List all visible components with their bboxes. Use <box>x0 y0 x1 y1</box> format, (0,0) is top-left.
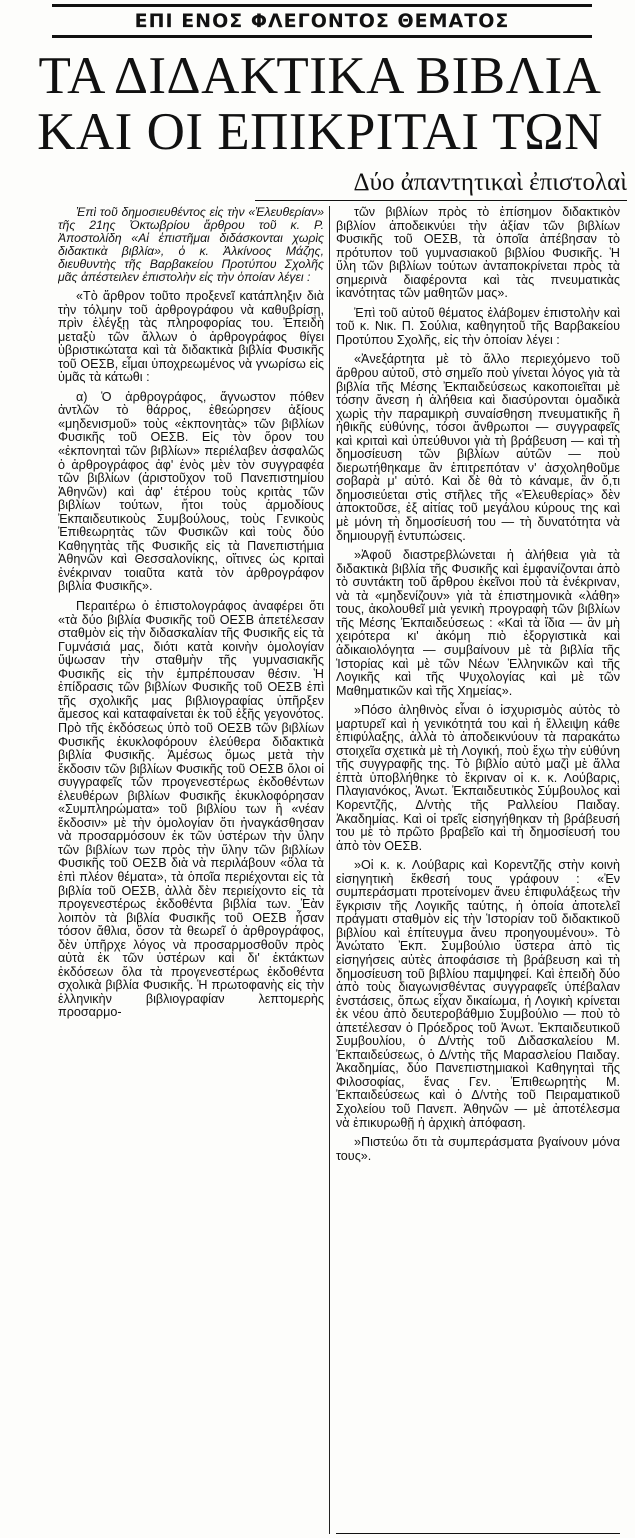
subheadline: Δύο ἀπαντητικαὶ ἐπιστολαὶ <box>353 169 627 196</box>
body-paragraph: τῶν βιβλίων πρὸς τὸ ἐπίσημον διδακτικὸν βιβλίον ἀποδεικνύει τὴν ἀξίαν τῶν βιβλίων Φυσικῆς τοῦ ΟΕΣΒ, τὰ ὁποῖα ἀπέβησαν τὸ πρότυπον τοῦ γυμνασιακοῦ βιβλίου Φυσικῆς. Ἡ ὕλη τῶν βιβλίων τούτων ἀνταποκρίνεται πρὸς τὰ σημερινὰ διαφέροντα καὶ τὰς πνευματικὰς ἱκανότητας τῶν μαθητῶν μας». <box>336 206 620 301</box>
column-divider <box>329 206 330 1534</box>
closing-paragraph: »Πιστεύω ὅτι τὰ συμπεράσματα βγαίνουν μόνα τους». <box>336 1135 620 1163</box>
body-paragraph: Περαιτέρω ὁ ἐπιστολογράφος ἀναφέρει ὅτι «τὰ δύο βιβλία Φυσικῆς τοῦ ΟΕΣΒ ἀπετέλεσαν σταθμὸν εἰς τὴν διδασκαλίαν τῆς Φυσικῆς εἰς τὰ Γυμνάσιά μας, διότι κατὰ κοινὴν ὁμολογίαν ὕψωσαν τὴν σταθμὴν τῆς γυμνασιακῆς Φυσικῆς εἰς τὴν ἐμπρέπουσαν θέσιν. Ἡ ἐπίδρασις τῶν βιβλίων Φυσικῆς τοῦ ΟΕΣΒ ἐπὶ τῆς σχολικῆς μας βιβλιογραφίας ὑπῆρξεν ἄμεσος καὶ καταφαίνεται ἐκ τοῦ ἑξῆς γεγονότος. Πρὸ τῆς ἐκδόσεως ὑπὸ τοῦ ΟΕΣΒ τῶν βιβλίων Φυσικῆς ἐκυκλοφόρουν ἐλεύθερα διδακτικὰ βιβλία Φυσικῆς. Ἀμέσως ὅμως μετὰ τὴν ἔκδοσιν τῶν βιβλίων Φυσικῆς τοῦ ΟΕΣΒ ὅλοι οἱ συγγραφεῖς τῶν προγενεστέρως ἐκδοθέντων ἐλευθέρων βιβλίων Φυσικῆς ἐκυκλοφόρησαν «Συμπληρώματα» τοῦ βιβλίου των ἢ «νέαν ἔκδοσιν» μὲ τὴν ὁμολογίαν ὅτι ἠναγκάσθησαν νὰ προσαρμόσουν ἐκ τῶν ὑστέρων τὴν ὕλην τῶν βιβλίων των πρὸς τὴν ὕλην τῶν βιβλίων Φυσικῆς τοῦ ΟΕΣΒ διὰ νὰ περιλάβουν «ὅλα τὰ ἐπὶ πλέον θέματα», τὰ ὁποῖα περιέχονται εἰς τὰ βιβλία τοῦ ΟΕΣΒ, ἀλλὰ δὲν περιείχοντο εἰς τὰ προγενεστέρως ἐκδοθέντα βιβλία των. Ἐὰν λοιπὸν τὰ βιβλία Φυσικῆς τοῦ ΟΕΣΒ ἦσαν τόσον ἄθλια, ὅσον τὰ θεωρεῖ ὁ ἀρθρογράφος, δὲν ὑπῆρχε λόγος νὰ προσαρμοσθοῦν πρὸς αὐτὰ ἐκ τῶν ὑστέρων καὶ δι' ἐκτάκτων ἐκδόσεων ὅλα τὰ προγενεστέρως ἐκδοθέντα σχολικὰ βιβλία Φυσικῆς. Ἡ πρωτοφανὴς εἰς τὴν ἑλληνικὴν βιβλιογραφίαν λεπτομερὴς προσαρμο- <box>58 599 324 1020</box>
body-paragraph: «Τὸ ἄρθρον τοῦτο προξενεῖ κατάπληξιν διὰ τὴν τόλμην τοῦ ἀρθρογράφου νὰ καθυβρίσῃ, πρὶν ἐλέγξῃ τὰς πληροφορίας του. Ἐπειδὴ μεταξὺ τῶν ἄλλων ὁ ἀρθρογράφος θίγει ὑβριστικώτατα καὶ τὰ διδακτικὰ βιβλία Φυσικῆς τοῦ ΟΕΣΒ, εἶμαι ὑποχρεωμένος νὰ γνωρίσω εἰς ὑμᾶς τὰ κάτωθι : <box>58 289 324 385</box>
right-column <box>336 206 620 1530</box>
body-paragraph: »Ἀφοῦ διαστρεβλώνεται ἡ ἀλήθεια γιὰ τὰ διδακτικὰ βιβλία τῆς Φυσικῆς καὶ ἐμφανίζονται ἀπὸ τὸ συντάκτη τοῦ ἄρθρου ἐκεῖνοι ποὺ τὰ ἐνέκριναν, νὰ τὰ «μηδενίζουν» γιὰ τὰ ἐπιστημονικὰ «λάθη» τους, ἀκολουθεῖ μιὰ γενικὴ προγραφὴ τῶν βιβλίων τῆς Μέσης Ἐκπαιδεύσεως : «Καὶ τὰ ἴδια — ἂν μὴ χειρότερα κι' ἀκόμη πιὸ ἐξοργιστικὰ καὶ ἀδικαιολόγητα — συμβαίνουν μὲ τὰ βιβλία τῆς Ἱστορίας καὶ μὲ τῶν Νέων Ἑλληνικῶν καὶ τῆς Λογικῆς καὶ τῆς Ψυχολογίας καὶ μὲ τῶν Μαθηματικῶν καὶ τῆς Χημείας». <box>336 548 620 698</box>
headline-line-1: ΤΑ ΔΙΔΑΚΤΙΚΑ ΒΙΒΛΙΑ <box>38 47 602 105</box>
body-paragraph: «Ἀνεξάρτητα μὲ τὸ ἄλλο περιεχόμενο τοῦ ἄρθρου αὐτοῦ, στὸ σημεῖο ποὺ γίνεται λόγος γιὰ τὰ βιβλία τῆς Μέσης Ἐκπαιδεύσεως κακοποιεῖται μὲ τόσην ἄνεση ἡ ἀλήθεια καὶ διασύρονται ὁμαδικὰ χωρὶς τὴν παραμικρὴ συναίσθηση πνευματικῆς ἢ ἠθικῆς εὐθύνης, τόσοι ἄνθρωποι — συγγραφεῖς καὶ κριταὶ καὶ ὑπεύθυνοι γιὰ τὴ βράβευση — καὶ τὴ δημοσίευση τῶν βιβλίων αὐτῶν — ποὺ διερωτήθηκαμε ἂν ἐπιτρεπόταν ν' ἀσχοληθοῦμε σοβαρὰ μ' αὐτό. Καὶ δὲ θὰ τὸ κάναμε, ἂν ὅ,τι δημοσιεύεται στὶς στῆλες τῆς «Ἐλευθερίας» δὲν ἀποκτοῦσε, ἐξ αἰτίας τοῦ μεγάλου κύρους της καὶ μὲ μόνη τὴ δημοσίευσή του — τὴ δυνατότητα νὰ δημιουργῇ ἐντυπώσεις. <box>336 352 620 543</box>
body-paragraph: »Οἱ κ. κ. Λούβαρις καὶ Κορεντζῆς στὴν κοινὴ εἰσηγητικὴ ἔκθεσή τους γράφουν : «Ἐν συμπεράσματι προτείνομεν ἄνευ ἐπιφυλάξεως τὴν ἔγκρισιν τῆς Λογικῆς ταύτης, ἡ ὁποία ἀποτελεῖ πράγματι σταθμὸν εἰς τὴν Ἱστορίαν τοῦ διδακτικοῦ βιβλίου καὶ ἐπίτευγμα ἄνευ προηγουμένου». Τὸ Ἀνώτατο Ἐκπ. Συμβούλιο ὕστερα ἀπὸ τὶς εἰσηγήσεις αὐτὲς ἀποφάσισε τὴ βράβευση καὶ τὴ δημοσίευση τοῦ βιβλίου παμψηφεί. Καὶ ἐπειδὴ δύο ἀπὸ τοὺς διαγωνισθέντας συγγραφεῖς ὑπέβαλαν ἐνστάσεις, ὅπως εἶχαν δικαίωμα, ἡ Λογικὴ κρίνεται ἐκ νέου ἀπὸ δευτεροβάθμιο Συμβούλιο — ποὺ τὸ ἀπετέλεσαν ὁ Πρόεδρος τοῦ Ἀνωτ. Ἐκπαιδευτικοῦ Συμβουλίου, ὁ Δ/ντὴς τοῦ Διδασκαλείου Μ. Ἐκπαιδεύσεως, ὁ Δ/ντὴς τῆς Μαρασλείου Παιδαγ. Ἀκαδημίας, δύο Πανεπιστημιακοὶ Καθηγηταὶ τῆς Φιλοσοφίας, ἕνας Γεν. Ἐπιθεωρητὴς Μ. Ἐκπαιδεύσεως καὶ ὁ Δ/ντὴς τοῦ Πειραματικοῦ Σχολείου τοῦ Πανεπ. Ἀθηνῶν — μὲ ἀποτέλεσμα νὰ ἐπικυρωθῇ ἡ ἀρχικὴ ἀπόφαση. <box>336 858 620 1130</box>
subheadline-rule <box>255 200 627 201</box>
body-paragraph: Ἐπὶ τοῦ αὐτοῦ θέματος ἐλάβομεν ἐπιστολὴν καὶ τοῦ κ. Νικ. Π. Σούλια, καθηγητοῦ τῆς Βαρβακείου Προτύπου Σχολῆς, εἰς τὴν ὁποίαν λέγει : <box>336 305 620 347</box>
article-end-rule <box>336 1533 620 1534</box>
left-column <box>58 206 324 1538</box>
kicker-banner: ΕΠΙ ΕΝΟΣ ΦΛΕΓΟΝΤΟΣ ΘΕΜΑΤΟΣ <box>52 4 592 38</box>
body-paragraph: »Πόσο ἀληθινὸς εἶναι ὁ ἰσχυρισμὸς αὐτὸς τὸ μαρτυρεῖ καὶ ἡ γενικότητά του καὶ ἡ ἔλλειψη κάθε ἐπιφύλαξης, ἀλλὰ τὸ ἀποδεικνύουν τὰ παρακάτω στοιχεῖα σχετικὰ μὲ τὴ Λογική, ποὺ ἔχω τὴν εὐθύνη τῆς συγγραφῆς της. Τὸ βιβλίο αὐτὸ μαζὶ μὲ ἄλλα ἑπτὰ ὑποβλήθηκε τὸ ἔκριναν οἱ κ. κ. Λούβαρις, Πλαγιανόκος, Ἀνωτ. Ἐκπαιδευτικὸς Σύμβουλος καὶ Κορεντζῆς, Δ/ντὴς τῆς Ραλλείου Παιδαγ. Ἀκαδημίας. Καὶ οἱ τρεῖς εἰσηγήθηκαν τὴ βράβευσή του μὲ τὸ πρῶτο βραβεῖο καὶ τὴ δημοσίευσή του ἀπὸ τὸν ΟΕΣΒ. <box>336 703 620 853</box>
body-paragraph: α) Ὁ ἀρθρογράφος, ἄγνωστον πόθεν ἀντλῶν τὸ θάρρος, ἐθεώρησεν ἀξίους «μηδενισμοῦ» τοὺς «ἐκπονητὰς» τῶν βιβλίων Φυσικῆς τοῦ ΟΕΣΒ. Εἰς τὸν ὅρον του «ἐκπονηταὶ τῶν βιβλίων» περιέλαβεν ἀσφαλῶς ὁ ἀρθρογράφος ἀφ' ἑνὸς μὲν τὸν συγγραφέα τῶν βιβλίων (ἀριστοῦχον τοῦ Πανεπιστημίου Ἀθηνῶν) καὶ ἀφ' ἑτέρου τοὺς κριτὰς τῶν βιβλίων τούτων, ἤτοι τοὺς ἁρμοδίους Ἐκπαιδευτικοὺς Συμβούλους, τοὺς Γενικοὺς Ἐπιθεωρητὰς τῶν Φυσικῶν καὶ τοὺς δύο Καθηγητὰς τῆς Φυσικῆς εἰς τὰ Πανεπιστήμια Ἀθηνῶν καὶ Θεσσαλονίκης, οἵτινες ὡς κριταὶ ἐνέκριναν τοιαῦτα κατὰ τὸν ἀρθρογράφον βιβλία Φυσικῆς». <box>58 389 324 594</box>
headline-line-2: ΚΑΙ ΟΙ ΕΠΙΚΡΙΤΑΙ ΤΩΝ <box>37 103 603 161</box>
intro-paragraph: Ἐπὶ τοῦ δημοσιευθέντος εἰς τὴν «Ἐλευθερίαν» τῆς 21ης Ὀκτωβρίου ἄρθρου τοῦ κ. Ρ. Ἀποστολίδη «Αἱ ἐπιστῆμαι διδάσκονται χωρὶς διδακτικὰ βιβλία», ὁ κ. Ἀλκίνοος Μάζης, διευθυντὴς τῆς Βαρβακείου Προτύπου Σχολῆς μᾶς ἀπέστειλεν ἐπιστολὴν εἰς τὴν ὁποίαν λέγει : <box>58 206 324 284</box>
